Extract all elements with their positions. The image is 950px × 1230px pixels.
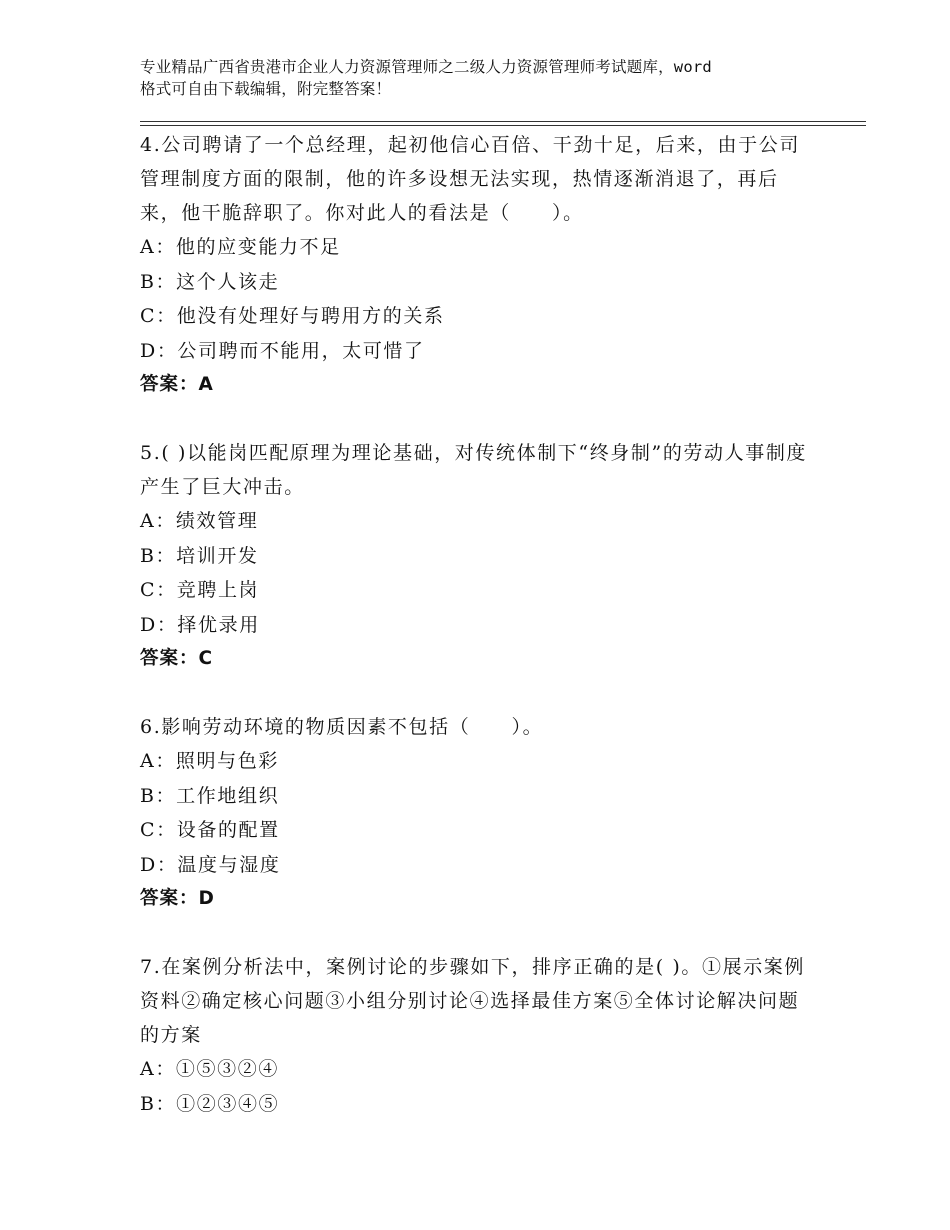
question-stem: 6.影响劳动环境的物质因素不包括（ ）。	[140, 716, 544, 738]
question-6	[140, 710, 810, 916]
header-title-line-2: 格式可自由下载编辑，附完整答案！	[140, 80, 392, 98]
question-7	[140, 950, 810, 1121]
question-spacer	[140, 676, 810, 710]
question-4	[140, 128, 810, 402]
option-c: C：他没有处理好与聘用方的关系	[140, 305, 445, 327]
answer-label: 答案：D	[140, 888, 215, 909]
option-a: A：绩效管理	[140, 510, 259, 532]
option-d: D：温度与湿度	[140, 853, 281, 876]
option-b: B：培训开发	[140, 544, 259, 567]
option-c: C：设备的配置	[140, 819, 280, 841]
question-stem: 7.在案例分析法中，案例讨论的步骤如下，排序正确的是( )。①展示案例资料②确定核心问题③小组分别讨论④选择最佳方案⑤全体讨论解决问题的方案	[140, 956, 805, 1046]
question-spacer	[140, 402, 810, 436]
option-d: D：择优录用	[140, 613, 260, 636]
option-a: A：①⑤③②④	[140, 1058, 279, 1080]
question-5	[140, 436, 810, 676]
option-c: C：竞聘上岗	[140, 579, 260, 601]
question-stem: 5.( )以能岗匹配原理为理论基础，对传统体制下“终身制”的劳动人事制度产生了巨大冲击。	[140, 442, 808, 498]
question-stem: 4.公司聘请了一个总经理，起初他信心百倍、干劲十足，后来，由于公司管理制度方面的限制，他的许多设想无法实现，热情逐渐消退了，再后来，他干脆辞职了。你对此人的看法是（ ）。	[140, 134, 800, 224]
header-divider	[140, 121, 866, 126]
option-a: A：他的应变能力不足	[140, 236, 341, 258]
answer-label: 答案：C	[140, 648, 214, 669]
document-header	[140, 56, 840, 100]
option-a: A：照明与色彩	[140, 750, 279, 772]
option-b: B：这个人该走	[140, 270, 280, 293]
header-title-line-1: 专业精品广西省贵港市企业人力资源管理师之二级人力资源管理师考试题库，word	[140, 58, 712, 76]
option-d: D：公司聘而不能用，太可惜了	[140, 339, 425, 362]
question-spacer	[140, 916, 810, 950]
question-list	[140, 128, 810, 1121]
answer-label: 答案：A	[140, 374, 214, 395]
option-b: B：①②③④⑤	[140, 1092, 280, 1115]
option-b: B：工作地组织	[140, 784, 280, 807]
